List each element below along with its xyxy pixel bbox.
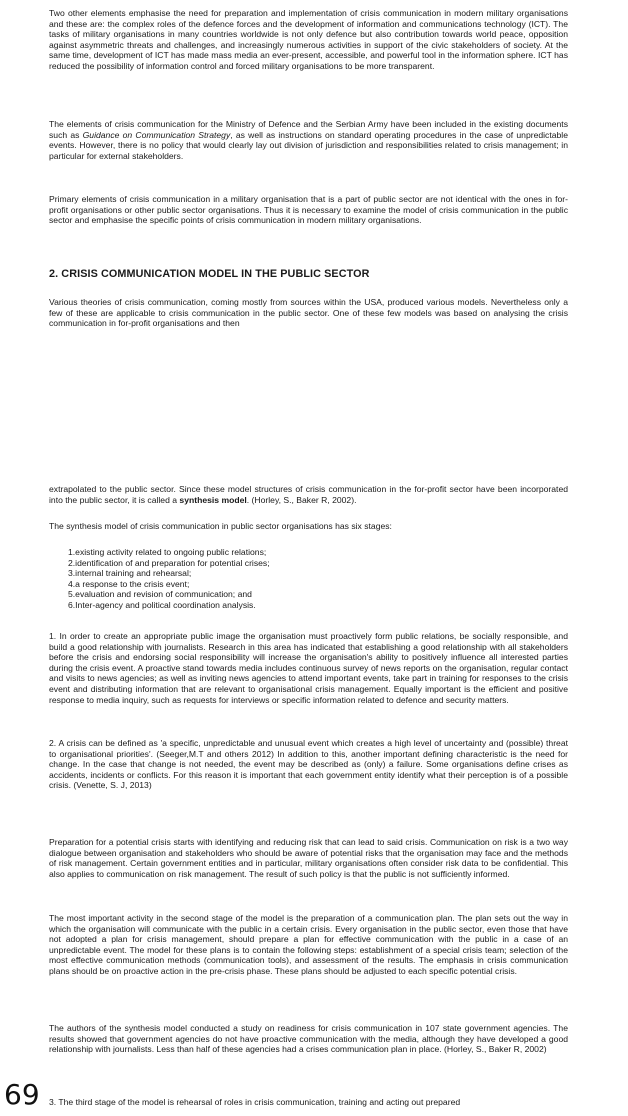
list-item: 1.existing activity related to ongoing public relations; [68, 547, 267, 557]
para5-text-b: . (Horley, S., Baker R, 2002). [246, 494, 357, 505]
paragraph-serbian-army [49, 119, 568, 161]
paragraph-six-stages: The synthesis model of crisis communication in public sector organisations has six stages: [49, 521, 392, 531]
paragraph-ict: Two other elements emphasise the need for preparation and implementation of crisis communication in modern military organisations and these are: the complex roles of the defence forces and the development of information and communications technology (ICT). The tasks of military organisations in many countries worldwide is not only defence but also contribution towards world peace, opposition against asymmetric threats and challenges, and increasingly numerous activities in support of the civic stakeholders of society. At the same time, development of ICT has made mass media an ever-present, accessible, and powerful tool in the information sphere. ICT has reduced the possibility of information control and forced military organisations to be more transparent. [49, 8, 568, 71]
list-item: 4.a response to the crisis event; [68, 578, 190, 589]
paragraph-primary-elements: Primary elements of crisis communication in a military organisation that is a part of public sector are not identical with the ones in for-profit organisations or other public sector organisations. Thus it is necessary to examine the model of crisis communication in the public sector and emphasise the specific points of crisis communication in modern military organisations. [49, 194, 568, 226]
synthesis-model-term: synthesis model [179, 494, 247, 505]
paragraph-stage-2: 2. A crisis can be defined as 'a specific, unpredictable and unusual event which creates a high level of uncertainty and (possible) threat to organisational priorities'. (Seeger,M.T and others 2012) In addition to this, another important defining characteristic is the need for change. In the case that change is not needed, the event may be described as (only) a failure. Some organisations define crises as accidents, incidents or conflicts. For this reason it is important that each government entity identify what their perception is of a possible crisis. (Venette, S. J, 2013) [49, 738, 568, 791]
list-item: 6.Inter-agency and political coordination analysis. [68, 599, 256, 610]
para2-text-a: The elements of crisis communication for the Ministry of Defence and the Serbian Army have been included in the existing documents such as [49, 119, 568, 140]
section-heading: 2. CRISIS COMMUNICATION MODEL IN THE PUBLIC SECTOR [49, 268, 370, 280]
list-item: 3.internal training and rehearsal; [68, 568, 192, 578]
paragraph-risk: Preparation for a potential crisis starts with identifying and reducing risk that can lead to said crisis. Communication on risk is a two way dialogue between organisation and stakeholders who should be aware of potential risks that the organisation may face and the methods of risk management. Certain government entities and in particular, military organisations often consider risk data to be confidential. This also applies to communication on risk management. The result of such policy is that the public is not sufficiently informed. [49, 837, 568, 879]
stages-list [68, 547, 270, 610]
list-item: 5.evaluation and revision of communication; and [68, 589, 252, 599]
paragraph-stage-1: 1. In order to create an appropriate public image the organisation must proactively form public relations, be socially responsible, and build a good relationship with journalists. Research in this area has indicated that establishing a good relationship with all stakeholders before the crisis and endorsing social responsibility will increase the organisation's ability to positively influence all interested parties during the crisis event. A proactive stand towards media includes continuous survey of news reports on the organisation, regular contact and visits to news agencies; as well as inviting news agencies to attend important events, take part in training for responses to the crisis event and distributing information that are relevant to organisational crisis management. Equally important is the efficient and positive response to media inquiry, such as requests for interviews or specific information related to defence and security matters. [49, 631, 568, 705]
list-item: 2.identification of and preparation for potential crises; [68, 557, 270, 568]
paragraph-communication-plan: The most important activity in the second stage of the model is the preparation of a communication plan. The plan sets out the way in which the organisation will communicate with the public in a certain crisis. Every organisation in the public sector, even those that have not adopted a plan for crisis management, should prepare a plan for effective communication with the public in a case of an unpredictable event. The model for these plans is to contain the following steps: establishment of a special crisis team; selection of the most effective communication methods (communication tools), and assessment of the results. The emphasis in crisis communication plans should be on proactive action in the pre-crisis phase. These plans should be adjusted to each specific potential crisis. [49, 913, 568, 976]
para2-text-b: , as well as instructions on standard operating procedures in the case of unpredictable events. However, there is no policy that would clearly lay out division of jurisdiction and responsibilities related to crisis management; in particular for external stakeholders. [49, 129, 568, 161]
paragraph-extrapolated [49, 484, 568, 505]
paragraph-stage-3-start: 3. The third stage of the model is rehearsal of roles in crisis communication, training and acting out prepared [49, 1097, 461, 1107]
para5-text-a: extrapolated to the public sector. Since these model structures of crisis communication in the for-profit sector have been incorporated into the public sector, it is called a [49, 484, 568, 505]
paragraph-study: The authors of the synthesis model conducted a study on readiness for crisis communication in 107 state government agencies. The results showed that government agencies do not have proactive communication with the media, although they have developed a good relationship with journalists. Less than half of these agencies had a crises communication plan in place. (Horley, S., Baker R, 2002) [49, 1023, 568, 1055]
paragraph-theories: Various theories of crisis communication, coming mostly from sources within the USA, produced various models. Nevertheless only a few of these are applicable to crisis communication in the public sector. One of these few models was based on analysing the crisis communication in for-profit organisations and then [49, 297, 568, 329]
guidance-title: Guidance on Communication Strategy [82, 129, 231, 140]
page-number: 69 [4, 1078, 40, 1111]
